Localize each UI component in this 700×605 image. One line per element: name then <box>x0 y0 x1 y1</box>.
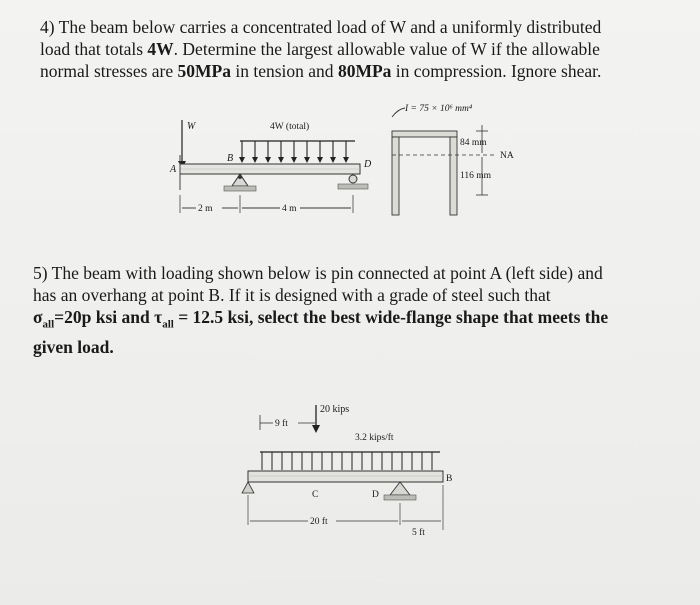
overhang-5ft-label: 5 ft <box>412 528 425 538</box>
point-c-label-5: C <box>312 490 319 500</box>
point-b-label-5: B <box>446 474 453 484</box>
inertia-label: I = 75 × 10⁶ mm⁴ <box>405 104 473 114</box>
point-b-label: B <box>227 153 234 164</box>
problem-4-line-3: normal stresses are 50MPa in tension and 80MPa in compression. Ignore shear. <box>40 61 602 81</box>
top-distance-label: 84 mm <box>460 138 487 148</box>
problem-5-line-4: given load. <box>33 336 114 357</box>
point-d-label: D <box>364 159 372 170</box>
problem-5-text <box>33 262 673 358</box>
load-w-label: W <box>187 121 196 132</box>
problem-5-line-3: $\sigma_{all}=20p$ ksi and $\tau_{all} = 12.5$ ksi, select the best wide-flange shape that meets the <box>33 307 609 331</box>
span-20ft-label: 20 ft <box>310 517 328 527</box>
udl-label: 4W (total) <box>270 122 310 132</box>
problem-5-figure <box>220 385 480 545</box>
problem-5-line-2: has an overhang at point B. If it is designed with a grade of steel such that <box>33 285 551 305</box>
bottom-distance-label: 116 mm <box>460 171 492 181</box>
udl-label-5: 3.2 kips/ft <box>355 433 394 443</box>
na-label: NA <box>500 151 514 161</box>
problem-4-line-1: 4) The beam below carries a concentrated load of W and a uniformly distributed <box>40 17 602 37</box>
point-d-label-5: D <box>372 490 379 500</box>
point-a-label: A <box>170 164 177 175</box>
dim-4m: 4 m <box>282 204 297 214</box>
problem-4-diagram <box>160 95 680 225</box>
dist-9ft-label: 9 ft <box>275 419 288 429</box>
problem-5-line-1: 5) The beam with loading shown below is pin connected at point A (left side) and <box>33 263 603 283</box>
dim-2m: 2 m <box>198 204 213 214</box>
problem-4-text <box>40 16 670 82</box>
point-load-label: 20 kips <box>320 404 350 415</box>
problem-4-line-2: load that totals 4W. Determine the largest allowable value of W if the allowable <box>40 39 600 59</box>
problem-5-diagram <box>220 385 480 545</box>
problem-4-figure <box>160 95 680 225</box>
